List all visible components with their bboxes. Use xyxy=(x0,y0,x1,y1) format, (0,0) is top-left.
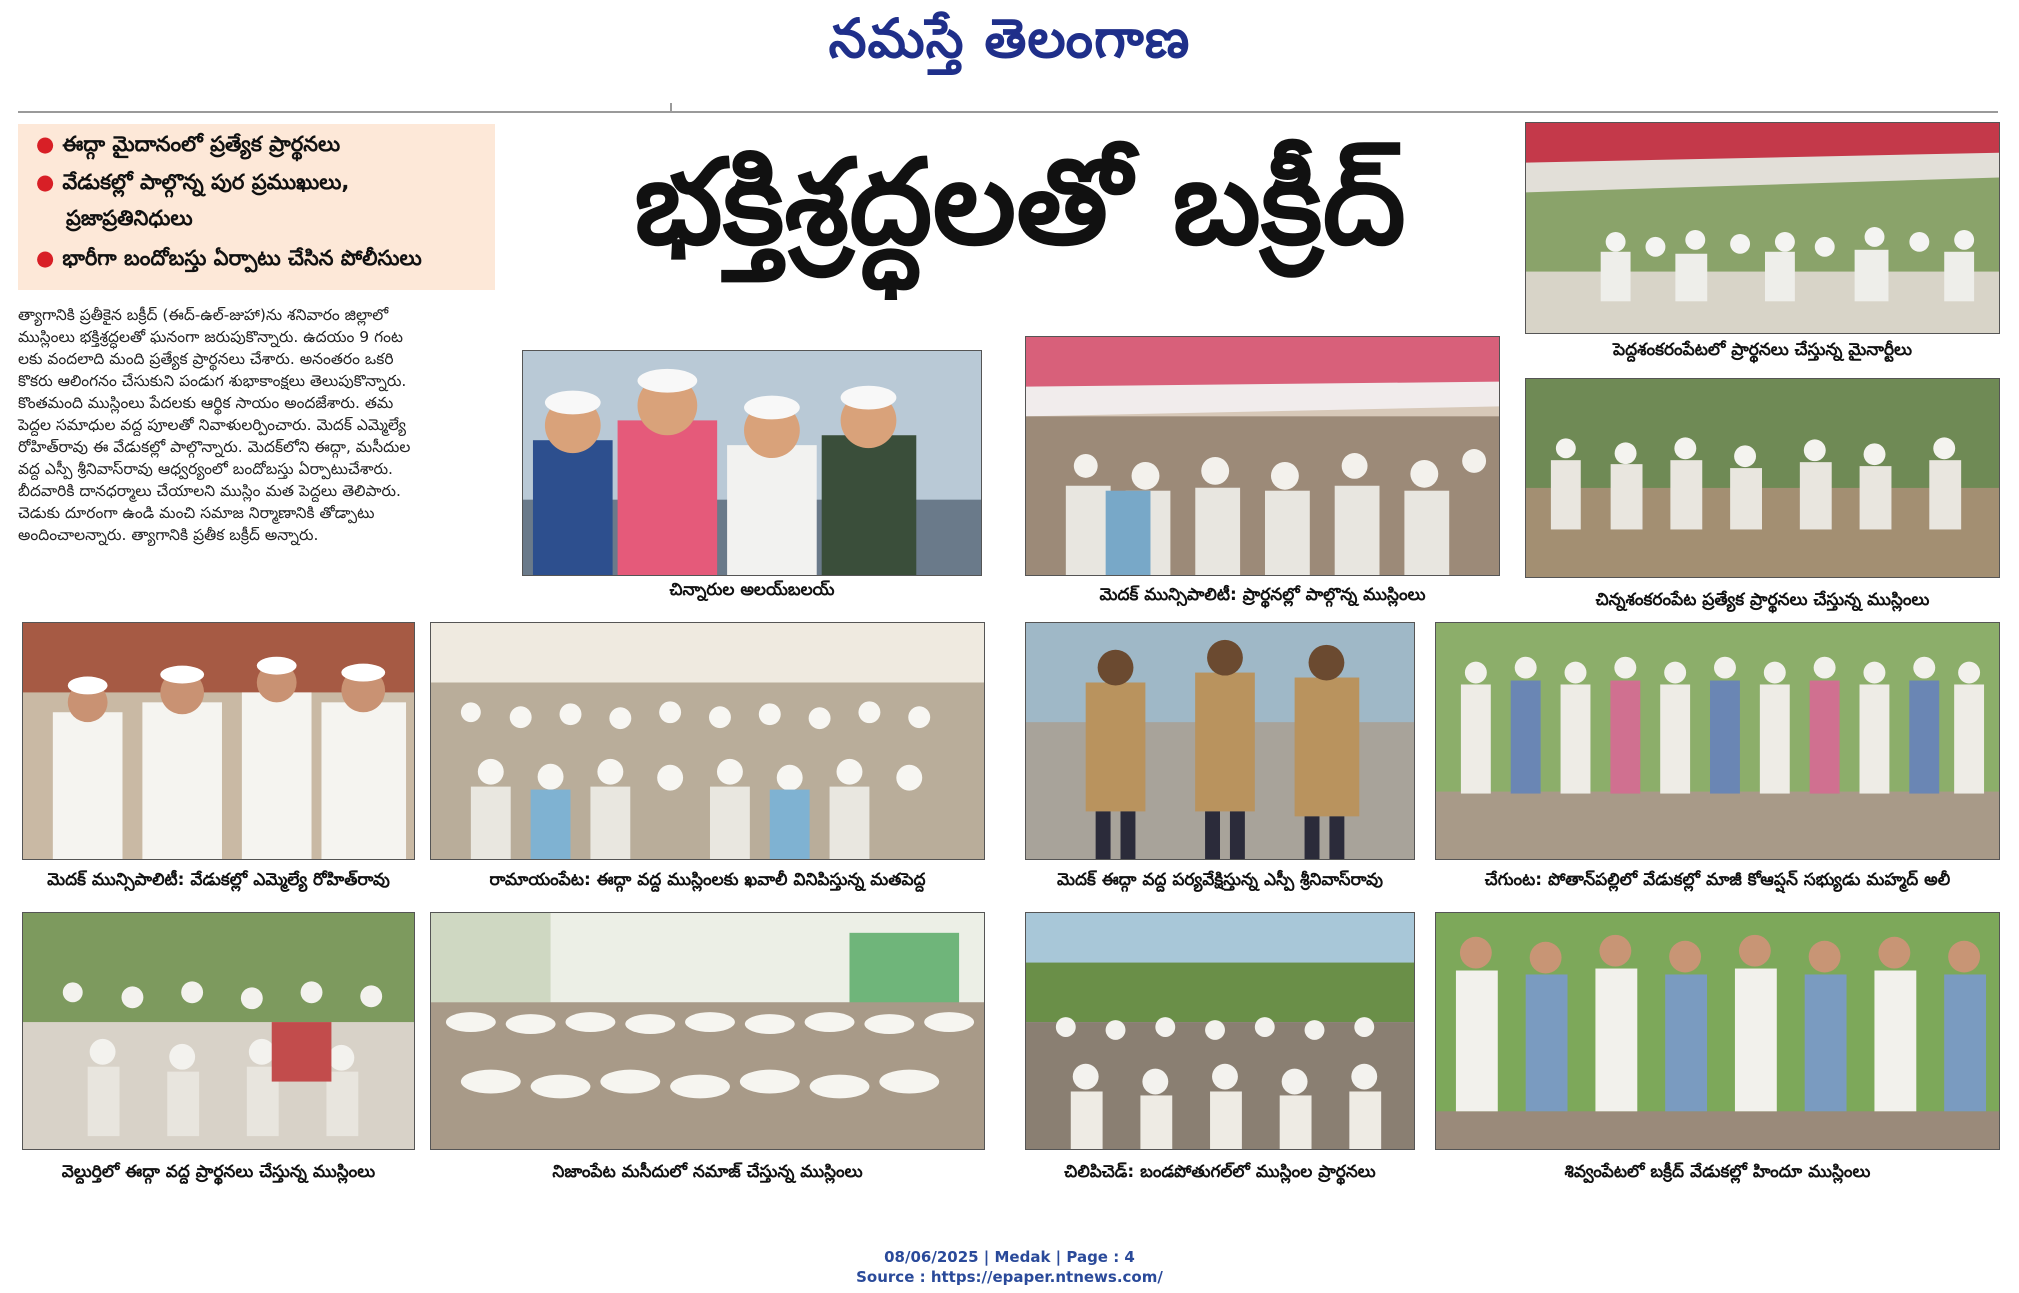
body-line: పెద్దల సమాధుల వద్ద పూలతో నివాళులర్పించారు. మెదక్ ఎమ్మెల్యే xyxy=(18,416,406,434)
article-body xyxy=(18,304,518,546)
photo-caption: రామాయంపేట: ఈద్గా వద్ద ముస్లింలకు ఖవాలీ వినిపిస్తున్న మతపెద్ద xyxy=(489,870,926,890)
photo-caption: మెదక్ మున్సిపాలిటీ: వేడుకల్లో ఎమ్మెల్యే రోహిత్‌రావు xyxy=(47,870,390,890)
photo-caption: చేగుంట: పోతాన్‌పల్లిలో వేడుకల్లో మాజీ కోఆప్షన్ సభ్యుడు మహ్మద్ అలీ xyxy=(1484,870,1951,890)
main-headline: భక్తిశ్రద్ధలతో బక్రీద్ xyxy=(634,133,1406,271)
photo-children-hugging xyxy=(522,350,982,576)
body-line: అందించాలన్నారు. త్యాగానికి ప్రతీక బక్రీద్ అన్నారు. xyxy=(18,526,319,544)
photo-mla-rohitrao xyxy=(22,622,415,860)
source-link[interactable]: Source : https://epaper.ntnews.com/ xyxy=(856,1268,1163,1286)
photo-ramayampet-qawwali xyxy=(430,622,985,860)
body-line: త్యాగానికి ప్రతీకైన బక్రీద్ (ఈద్-ఉల్-జుహా)ను శనివారం జిల్లాలో xyxy=(18,306,389,324)
photo-nizampet-mosque-namaz xyxy=(430,912,985,1150)
photo-caption: శివ్వంపేటలో బక్రీద్ వేడుకల్లో హిందూ ముస్లింలు xyxy=(1564,1162,1871,1182)
highlight-item: ● భారీగా బందోబస్తు ఏర్పాటు చేసిన పోలీసులు xyxy=(36,246,422,270)
highlight-item-continued: ప్రజాప్రతినిధులు xyxy=(66,206,193,230)
photo-peddashankarampet-prayers xyxy=(1525,122,2000,334)
highlight-item: ● వేడుకల్లో పాల్గొన్న పుర ప్రముఖులు, xyxy=(36,170,350,194)
body-line: రోహిత్‌రావు ఈ వేడుకల్లో పాల్గొన్నారు. మెదక్‌లోని ఈద్గా, మసీదుల xyxy=(18,438,411,456)
photo-caption: వెల్దుర్తిలో ఈద్గా వద్ద ప్రార్థనలు చేస్తున్న ముస్లింలు xyxy=(61,1162,376,1182)
body-line: కొంతమంది ముస్లింలు పేదలకు ఆర్థిక సాయం అందజేశారు. తమ xyxy=(18,394,394,412)
body-line: చెడుకు దూరంగా ఉండి మంచి సమాజ నిర్మాణానికి తోడ్పాటు xyxy=(18,504,375,522)
photo-chilipiched-prayers xyxy=(1025,912,1415,1150)
body-line: వద్ద ఎస్పీ శ్రీనివాస్‌రావు ఆధ్వర్యంలో బందోబస్తు ఏర్పాటుచేశారు. xyxy=(18,460,393,478)
photo-shivvampet-hindu-muslims xyxy=(1435,912,2000,1150)
highlight-item: ● ఈద్గా మైదానంలో ప్రత్యేక ప్రార్థనలు xyxy=(36,132,341,156)
photo-chegunta-mohammad-ali xyxy=(1435,622,2000,860)
photo-medak-prayers-crowd xyxy=(1025,336,1500,576)
photo-caption: చిన్నశంకరంపేట ప్రత్యేక ప్రార్థనలు చేస్తున్న ముస్లింలు xyxy=(1595,590,1930,610)
body-line: కొకరు ఆలింగనం చేసుకుని పండుగ శుభాకాంక్షలు తెలుపుకొన్నారు. xyxy=(18,372,407,390)
photo-caption: చిన్నారుల అలయ్‌బలయ్ xyxy=(669,580,835,600)
bullet-dot-icon: ● xyxy=(36,132,55,156)
page-dateline: 08/06/2025 | Medak | Page : 4 xyxy=(884,1248,1135,1266)
highlights-box xyxy=(18,124,495,290)
photo-caption: చిలిపిచెడ్: బండపోతుగల్‌లో ముస్లింల ప్రార్థనలు xyxy=(1064,1162,1376,1182)
bullet-dot-icon: ● xyxy=(36,170,55,194)
photo-caption: మెదక్ ఈద్గా వద్ద పర్యవేక్షిస్తున్న ఎస్పీ శ్రీనివాస్‌రావు xyxy=(1057,870,1383,890)
body-line: లకు వందలాది మంది ప్రత్యేక ప్రార్థనలు చేశారు. అనంతరం ఒకరి xyxy=(18,350,394,368)
photo-chinnashankarampet-prayers xyxy=(1525,378,2000,578)
body-line: బీదవారికి దానధర్మాలు చేయాలని ముస్లిం మత పెద్దలు తెలిపారు. xyxy=(18,482,401,500)
photo-caption: మెదక్ మున్సిపాలిటీ: ప్రార్థనల్లో పాల్గొన్న ముస్లింలు xyxy=(1099,585,1426,605)
photo-caption: నిజాంపేట మసీదులో నమాజ్ చేస్తున్న ముస్లింలు xyxy=(552,1162,863,1182)
body-line: ముస్లింలు భక్తిశ్రద్ధలతో ఘనంగా జరుపుకొన్నారు. ఉదయం 9 గంట xyxy=(18,328,403,346)
bullet-dot-icon: ● xyxy=(36,246,55,270)
photo-sp-srinivasrao xyxy=(1025,622,1415,860)
photo-caption: పెద్దశంకరంపేటలో ప్రార్థనలు చేస్తున్న మైనార్టీలు xyxy=(1613,340,1912,360)
photo-veldurthi-prayers xyxy=(22,912,415,1150)
newspaper-masthead: నమస్తే తెలంగాణ xyxy=(828,6,1191,70)
